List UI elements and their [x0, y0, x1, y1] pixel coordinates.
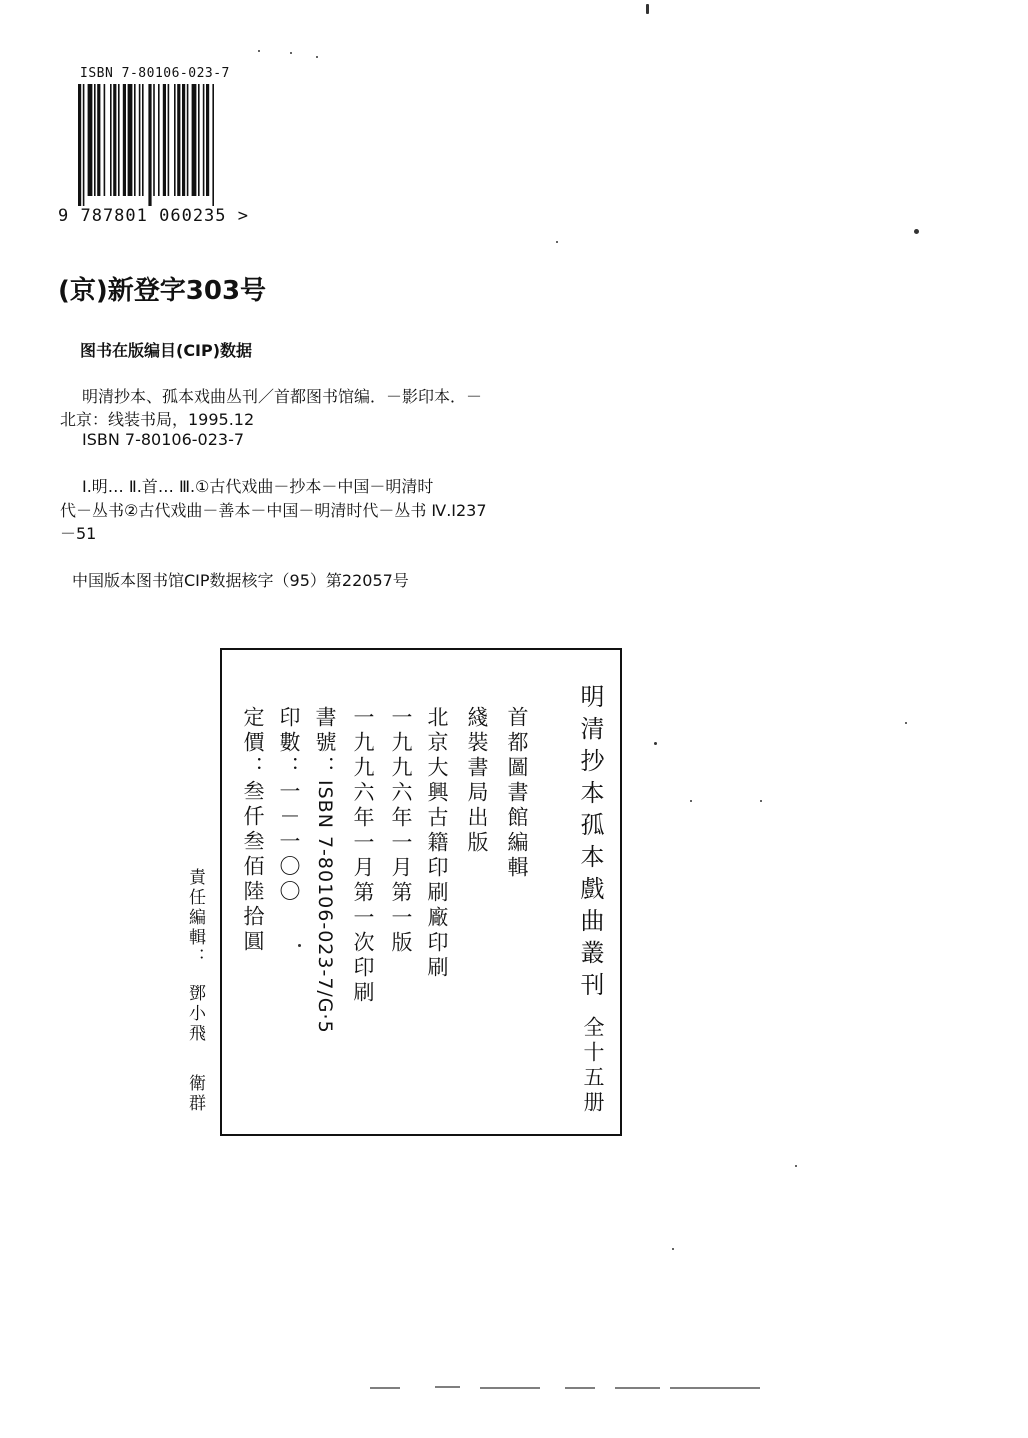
barcode-bar — [110, 84, 112, 196]
colophon-publisher: 綫裝書局出版 — [465, 706, 489, 856]
colophon-printing: 一九九六年一月第一次印刷 — [351, 706, 375, 1006]
cip-heading: 图书在版编目(CIP)数据 — [80, 341, 253, 360]
editors-label: 責任編輯： — [185, 868, 205, 968]
barcode-bar — [192, 84, 197, 196]
scan-dash-artifact — [370, 1383, 770, 1393]
cip-line-subjects-2: 代－丛书②古代戏曲－善本－中国－明清时代－丛书 Ⅳ.I237 — [60, 501, 487, 520]
barcode-bar — [177, 84, 180, 196]
barcode-bar — [83, 84, 85, 206]
scan-speck — [654, 742, 657, 745]
barcode-bar — [174, 84, 176, 196]
cip-line-subjects-1: Ⅰ.明… Ⅱ.首… Ⅲ.①古代戏曲－抄本－中国－明清时 — [82, 477, 434, 496]
colophon-book-number: ISBN 7-80106-023-7/G·5 — [314, 780, 336, 1034]
editor-name-1: 鄧小飛 — [185, 984, 205, 1044]
scan-speck — [298, 944, 301, 947]
cip-line-title: 明清抄本、孤本戏曲丛刊／首都图书馆编．－影印本．－ — [82, 387, 483, 406]
barcode-bar — [182, 84, 185, 196]
barcode-digits: 9 787801 060235 > — [58, 206, 249, 226]
colophon-box — [220, 648, 622, 1136]
colophon-compiler: 首都圖書館編輯 — [505, 706, 529, 881]
scan-speck — [556, 241, 558, 243]
barcode-bar — [187, 84, 189, 196]
colophon-price: 叁仟叁佰陸拾圓 — [241, 780, 265, 955]
barcode-bar — [203, 84, 205, 196]
colophon-printer: 北京大興古籍印刷廠印刷 — [425, 706, 449, 981]
scan-speck — [905, 722, 907, 724]
colophon-print-run-label: 印數： — [277, 706, 301, 781]
barcode-bar — [134, 84, 136, 196]
cip-line-imprint: 北京：线装书局，1995.12 — [60, 410, 255, 429]
barcode-bar — [97, 84, 100, 196]
barcode-bar — [104, 84, 106, 196]
colophon-volumes: 全十五册 — [581, 1016, 605, 1116]
scan-speck — [690, 800, 692, 802]
registration-number: (京)新登字303号 — [58, 276, 267, 306]
barcode-bar — [78, 84, 81, 206]
barcode-bar — [88, 84, 93, 196]
barcode-bar — [206, 84, 209, 196]
scan-speck — [646, 4, 649, 14]
barcode-isbn-label: ISBN 7-80106-023-7 — [80, 66, 230, 81]
barcode-bar — [168, 84, 170, 196]
barcode-bar — [148, 84, 151, 206]
barcode-bar — [113, 84, 116, 196]
barcode-bar — [139, 84, 141, 196]
scan-speck — [290, 52, 292, 54]
barcode-bar — [142, 84, 144, 196]
barcode-bar — [158, 84, 160, 196]
colophon-series-title: 明清抄本孤本戲曲叢刊 — [576, 684, 604, 1004]
barcode-bar — [153, 84, 155, 196]
colophon-print-run: 一－一〇〇 — [277, 780, 301, 905]
scan-speck — [914, 229, 919, 234]
colophon-book-number-label: 書號： — [313, 706, 337, 781]
cip-line-subjects-3: －51 — [60, 524, 97, 543]
barcode-bar — [94, 84, 96, 196]
scan-speck — [672, 1248, 674, 1250]
barcode-bar — [163, 84, 166, 196]
barcode-bar — [118, 84, 120, 196]
cip-line-isbn: ISBN 7-80106-023-7 — [82, 430, 245, 449]
isbn-barcode — [78, 84, 254, 206]
cip-approval-number: 中国版本图书馆CIP数据核字（95）第22057号 — [72, 571, 409, 590]
barcode-bar — [198, 84, 200, 196]
barcode-bar — [123, 84, 126, 196]
editor-name-2: 衛群 — [185, 1074, 205, 1114]
colophon-edition: 一九九六年一月第一版 — [389, 706, 413, 956]
scan-speck — [795, 1165, 797, 1167]
barcode-bar — [212, 84, 214, 206]
colophon-price-label: 定價： — [241, 706, 265, 781]
barcode-bar — [128, 84, 133, 196]
scan-speck — [760, 800, 762, 802]
scan-speck — [258, 50, 260, 52]
scan-speck — [316, 56, 318, 58]
